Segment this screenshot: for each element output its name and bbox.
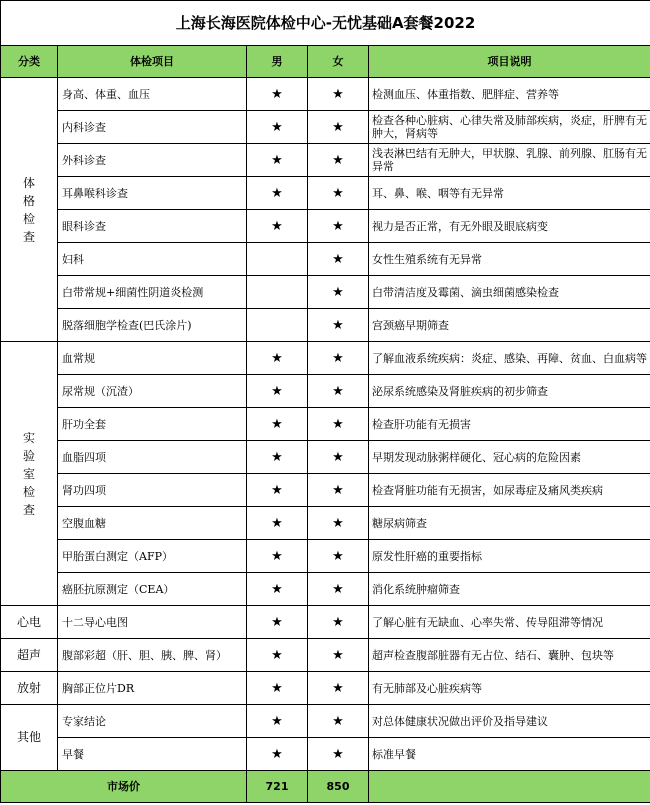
male-mark: ★ [247,144,308,177]
male-mark [247,243,308,276]
table-row [1,342,650,375]
item-cell: 腹部彩超（肝、胆、胰、脾、肾） [58,639,247,672]
category-char: 体 [22,175,35,190]
table-row [1,111,650,144]
description-cell: 女性生殖系统有无异常 [369,243,650,276]
table-row [1,78,650,111]
female-mark: ★ [308,606,369,639]
price-row [1,771,650,803]
description-cell: 对总体健康状况做出评价及指导建议 [369,705,650,738]
item-cell: 尿常规（沉渣） [58,375,247,408]
male-mark: ★ [247,474,308,507]
table-row [1,606,650,639]
description-cell: 检查肝功能有无损害 [369,408,650,441]
male-mark: ★ [247,78,308,111]
item-cell: 胸部正位片DR [58,672,247,705]
category-char: 检 [22,211,35,226]
item-cell: 耳鼻喉科诊查 [58,177,247,210]
category-char: 验 [22,448,35,463]
header-row [1,46,650,78]
male-mark: ★ [247,705,308,738]
female-mark: ★ [308,705,369,738]
price-note-cell [369,771,650,803]
male-mark: ★ [247,441,308,474]
female-mark: ★ [308,441,369,474]
female-mark: ★ [308,309,369,342]
male-mark: ★ [247,408,308,441]
category-char: 检 [22,484,35,499]
table-row [1,507,650,540]
table-row [1,474,650,507]
item-cell: 专家结论 [58,705,247,738]
female-mark: ★ [308,507,369,540]
female-mark: ★ [308,210,369,243]
table-row [1,408,650,441]
header-category: 分类 [1,46,58,78]
title-row [1,1,650,46]
table-row [1,375,650,408]
category-cell: 放射 [1,672,58,705]
category-char: 查 [22,502,35,517]
female-mark: ★ [308,276,369,309]
female-mark: ★ [308,375,369,408]
item-cell: 血常规 [58,342,247,375]
description-cell: 消化系统肿瘤筛查 [369,573,650,606]
table-row [1,540,650,573]
table-row [1,738,650,771]
item-cell: 白带常规+细菌性阴道炎检测 [58,276,247,309]
table-row [1,639,650,672]
male-mark [247,276,308,309]
page-title: 上海长海医院体检中心-无忧基础A套餐2022 [1,1,650,46]
item-cell: 血脂四项 [58,441,247,474]
header-female: 女 [308,46,369,78]
category-cell: 超声 [1,639,58,672]
description-cell: 检查各种心脏病、心律失常及肺部疾病，炎症，肝脾有无肿大，肾病等 [369,111,650,144]
male-mark: ★ [247,342,308,375]
item-cell: 内科诊查 [58,111,247,144]
description-cell: 标准早餐 [369,738,650,771]
female-mark: ★ [308,573,369,606]
description-cell: 耳、鼻、喉、咽等有无异常 [369,177,650,210]
female-mark: ★ [308,78,369,111]
table-row [1,441,650,474]
female-mark: ★ [308,672,369,705]
female-mark: ★ [308,144,369,177]
female-mark: ★ [308,639,369,672]
male-mark: ★ [247,738,308,771]
item-cell: 脱落细胞学检查(巴氏涂片) [58,309,247,342]
item-cell: 早餐 [58,738,247,771]
category-char: 室 [22,466,35,481]
description-cell: 有无肺部及心脏疾病等 [369,672,650,705]
market-price-label: 市场价 [1,771,247,803]
male-price: 721 [247,771,308,803]
table-row [1,672,650,705]
male-mark [247,309,308,342]
female-mark: ★ [308,342,369,375]
table-row [1,243,650,276]
item-cell: 空腹血糖 [58,507,247,540]
female-mark: ★ [308,474,369,507]
description-cell: 泌尿系统感染及肾脏疾病的初步筛查 [369,375,650,408]
item-cell: 外科诊查 [58,144,247,177]
category-cell [1,78,58,342]
category-char: 查 [22,229,35,244]
category-char: 格 [22,193,35,208]
table-row [1,573,650,606]
male-mark: ★ [247,375,308,408]
header-desc: 项目说明 [369,46,650,78]
table-row [1,177,650,210]
item-cell: 妇科 [58,243,247,276]
female-mark: ★ [308,177,369,210]
item-cell: 肝功全套 [58,408,247,441]
male-mark: ★ [247,507,308,540]
description-cell: 宫颈癌早期筛查 [369,309,650,342]
male-mark: ★ [247,672,308,705]
male-mark: ★ [247,210,308,243]
category-cell: 其他 [1,705,58,771]
description-cell: 浅表淋巴结有无肿大，甲状腺、乳腺、前列腺、肛肠有无异常 [369,144,650,177]
male-mark: ★ [247,573,308,606]
table-row [1,309,650,342]
female-mark: ★ [308,540,369,573]
table-row [1,705,650,738]
item-cell: 身高、体重、血压 [58,78,247,111]
female-price: 850 [308,771,369,803]
item-cell: 肾功四项 [58,474,247,507]
description-cell: 了解心脏有无缺血、心率失常、传导阻滞等情况 [369,606,650,639]
male-mark: ★ [247,606,308,639]
description-cell: 糖尿病筛查 [369,507,650,540]
item-cell: 眼科诊查 [58,210,247,243]
description-cell: 了解血液系统疾病：炎症、感染、再障、贫血、白血病等 [369,342,650,375]
category-cell: 心电 [1,606,58,639]
table-row [1,144,650,177]
category-char: 实 [22,430,35,445]
description-cell: 原发性肝癌的重要指标 [369,540,650,573]
female-mark: ★ [308,243,369,276]
description-cell: 白带清洁度及霉菌、滴虫细菌感染检查 [369,276,650,309]
item-cell: 十二导心电图 [58,606,247,639]
category-cell [1,342,58,606]
table-row [1,276,650,309]
item-cell: 癌胚抗原测定（CEA） [58,573,247,606]
item-cell: 甲胎蛋白测定（AFP） [58,540,247,573]
description-cell: 检查肾脏功能有无损害，如尿毒症及痛风类疾病 [369,474,650,507]
header-item: 体检项目 [58,46,247,78]
male-mark: ★ [247,177,308,210]
female-mark: ★ [308,738,369,771]
description-cell: 视力是否正常，有无外眼及眼底病变 [369,210,650,243]
male-mark: ★ [247,639,308,672]
description-cell: 早期发现动脉粥样硬化、冠心病的危险因素 [369,441,650,474]
header-male: 男 [247,46,308,78]
male-mark: ★ [247,540,308,573]
male-mark: ★ [247,111,308,144]
description-cell: 检测血压、体重指数、肥胖症、营养等 [369,78,650,111]
female-mark: ★ [308,408,369,441]
female-mark: ★ [308,111,369,144]
description-cell: 超声检查腹部脏器有无占位、结石、囊肿、包块等 [369,639,650,672]
table-row [1,210,650,243]
